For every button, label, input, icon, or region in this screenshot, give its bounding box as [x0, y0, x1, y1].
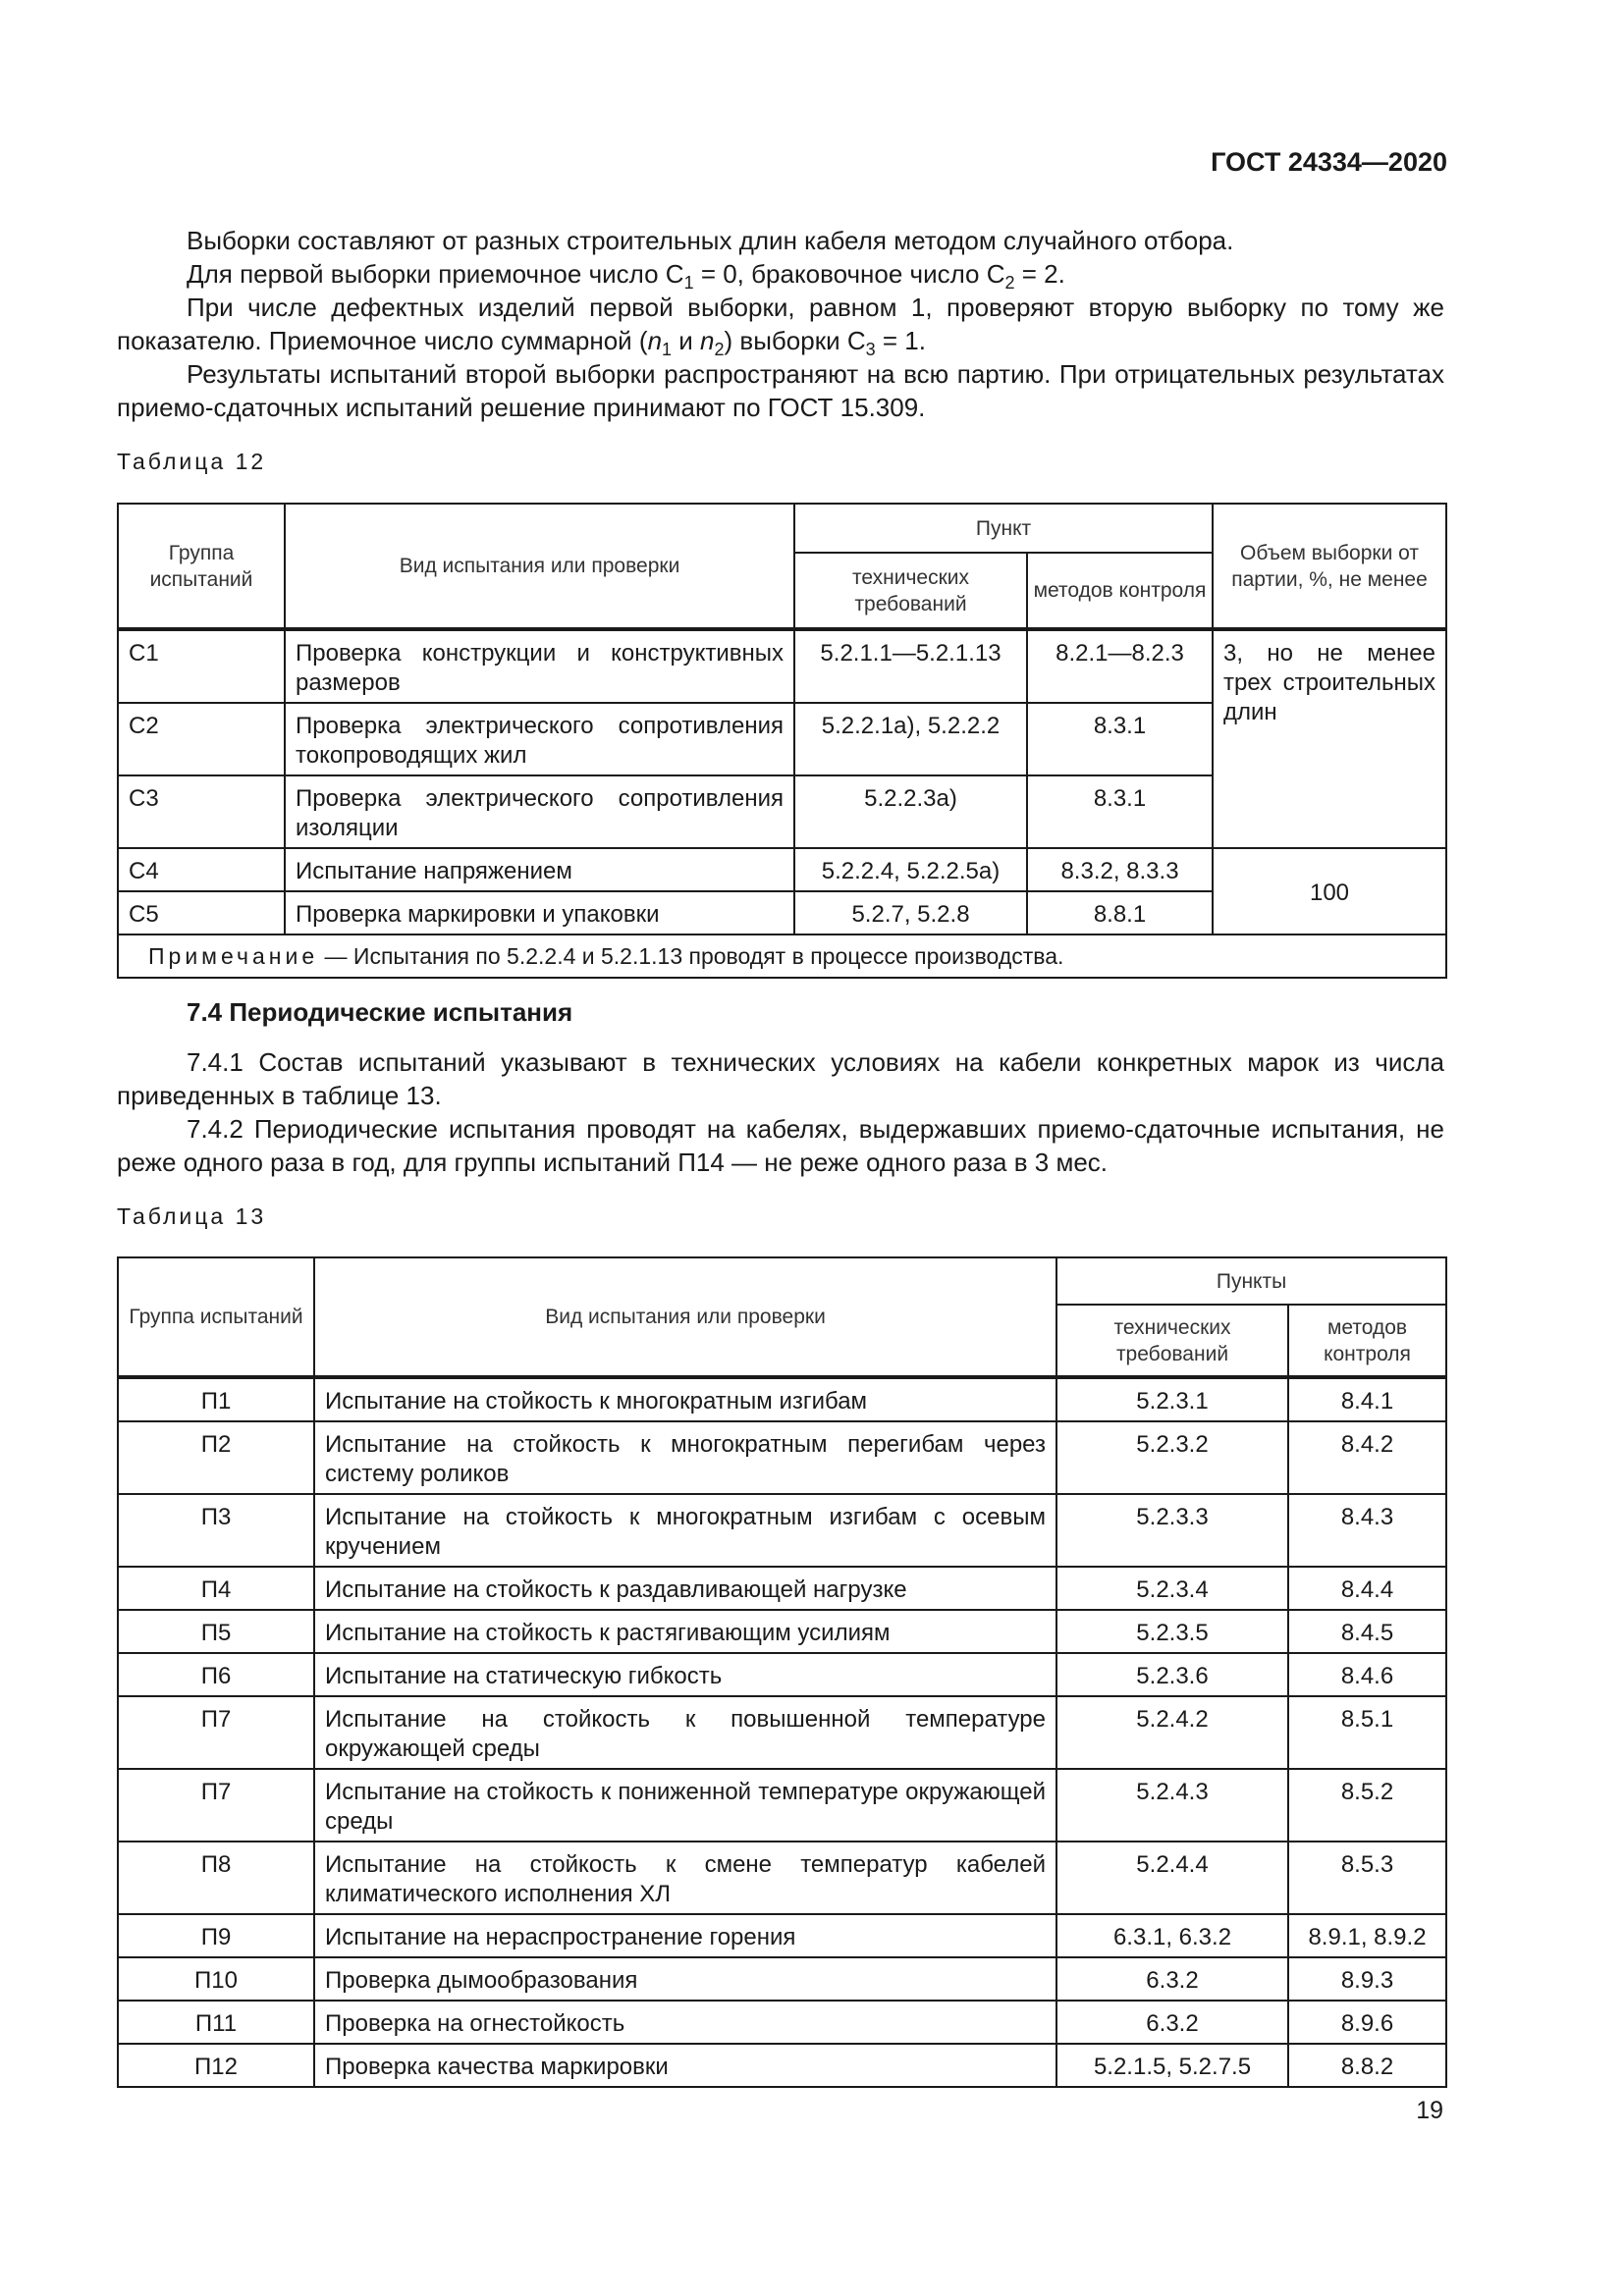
paragraph: При числе дефектных изделий первой выборки, равном 1, проверяют вторую выборку по тому же показателю. Приемочное число суммарной ($n_1$ и $n_2$) выборки $C_3 = 1$.: [117, 293, 1444, 359]
paragraph: 7.4.2 Периодические испытания проводят на кабелях, выдержавших приемо-сдаточные испытания, не реже одного раза в год, для группы испытаний П14 — не реже одного раза в 3 мес.: [117, 1114, 1444, 1177]
table-note: Примечание — Испытания по 5.2.2.4 и 5.2.1.13 проводят в процессе производства.: [118, 934, 1446, 978]
table-row: С4 Испытание напряжением 5.2.2.4, 5.2.2.5а) 8.3.2, 8.3.3 100: [118, 848, 1446, 891]
table-row: П7 Испытание на стойкость к повышенной температуре окружающей среды 5.2.4.2 8.5.1: [118, 1696, 1446, 1769]
table-caption: Таблица 12: [117, 449, 267, 474]
table-row: С1 Проверка конструкции и конструктивных размеров 5.2.1.1—5.2.1.13 8.2.1—8.2.3 3, но не менее трех строительных длин: [118, 629, 1446, 703]
header-group: Группа испытаний: [118, 504, 285, 629]
table-row: С3 Проверка электрического сопротивления изоляции 5.2.2.3а) 8.3.1: [118, 775, 1446, 848]
section-text: [117, 1045, 1444, 1179]
table-row: П6 Испытание на статическую гибкость 5.2.3.6 8.4.6: [118, 1653, 1446, 1696]
header-tech: технических требований: [1056, 1305, 1288, 1377]
volume-cell: 100: [1213, 848, 1446, 934]
section-title: 7.4 Периодические испытания: [187, 997, 573, 1027]
table-row: П2 Испытание на стойкость к многократным перегибам через систему роликов 5.2.3.2 8.4.2: [118, 1421, 1446, 1494]
paragraph: Выборки составляют от разных строительных длин кабеля методом случайного отбора.: [187, 226, 1234, 255]
table-note-row: [118, 934, 1446, 978]
table-row: П3 Испытание на стойкость к многократным изгибам с осевым кручением 5.2.3.3 8.4.3: [118, 1494, 1446, 1567]
header-tech: технических требований: [794, 553, 1027, 629]
header-volume: Объем выборки от партии, %, не менее: [1213, 504, 1446, 629]
page-number: 19: [1416, 2097, 1443, 2124]
header-kind: Вид испытания или проверки: [314, 1257, 1056, 1377]
table-row: С5 Проверка маркировки и упаковки 5.2.7, 5.2.8 8.8.1: [118, 891, 1446, 934]
intro-text: [117, 224, 1444, 424]
table-caption: Таблица 13: [117, 1203, 267, 1229]
document-header: ГОСТ 24334—2020: [1211, 147, 1447, 177]
table-row: П10 Проверка дымообразования 6.3.2 8.9.3: [118, 1957, 1446, 2001]
table-row: С2 Проверка электрического сопротивления токопроводящих жил 5.2.2.1а), 5.2.2.2 8.3.1: [118, 703, 1446, 775]
volume-cell: 3, но не менее трех строительных длин: [1213, 629, 1446, 848]
table-row: П9 Испытание на нераспространение горения 6.3.1, 6.3.2 8.9.1, 8.9.2: [118, 1914, 1446, 1957]
header-methods: методов контроля: [1027, 553, 1213, 629]
header-group: Группа испытаний: [118, 1257, 314, 1377]
table-row: П8 Испытание на стойкость к смене температур кабелей климатического исполнения ХЛ 5.2.4.4 8.5.3: [118, 1842, 1446, 1914]
paragraph: Результаты испытаний второй выборки распространяют на всю партию. При отрицательных результатах приемо-сдаточных испытаний решение принимают по ГОСТ 15.309.: [117, 359, 1444, 422]
table-row: П12 Проверка качества маркировки 5.2.1.5, 5.2.7.5 8.8.2: [118, 2044, 1446, 2087]
header-point: Пункт: [794, 504, 1213, 553]
table-12: [117, 503, 1447, 979]
header-kind: Вид испытания или проверки: [285, 504, 794, 629]
table-row: П11 Проверка на огнестойкость 6.3.2 8.9.6: [118, 2001, 1446, 2044]
table-13: [117, 1256, 1447, 2088]
header-methods: методов контроля: [1288, 1305, 1446, 1377]
paragraph: 7.4.1 Состав испытаний указывают в технических условиях на кабели конкретных марок из числа приведенных в таблице 13.: [117, 1047, 1444, 1110]
table-row: П4 Испытание на стойкость к раздавливающей нагрузке 5.2.3.4 8.4.4: [118, 1567, 1446, 1610]
table-row: П7 Испытание на стойкость к пониженной температуре окружающей среды 5.2.4.3 8.5.2: [118, 1769, 1446, 1842]
header-points: Пункты: [1056, 1257, 1446, 1305]
table-row: П5 Испытание на стойкость к растягивающим усилиям 5.2.3.5 8.4.5: [118, 1610, 1446, 1653]
table-row: П1 Испытание на стойкость к многократным изгибам 5.2.3.1 8.4.1: [118, 1377, 1446, 1421]
paragraph: Для первой выборки приемочное число $C_1 = 0$, браковочное число $C_2 = 2$.: [187, 259, 1065, 293]
